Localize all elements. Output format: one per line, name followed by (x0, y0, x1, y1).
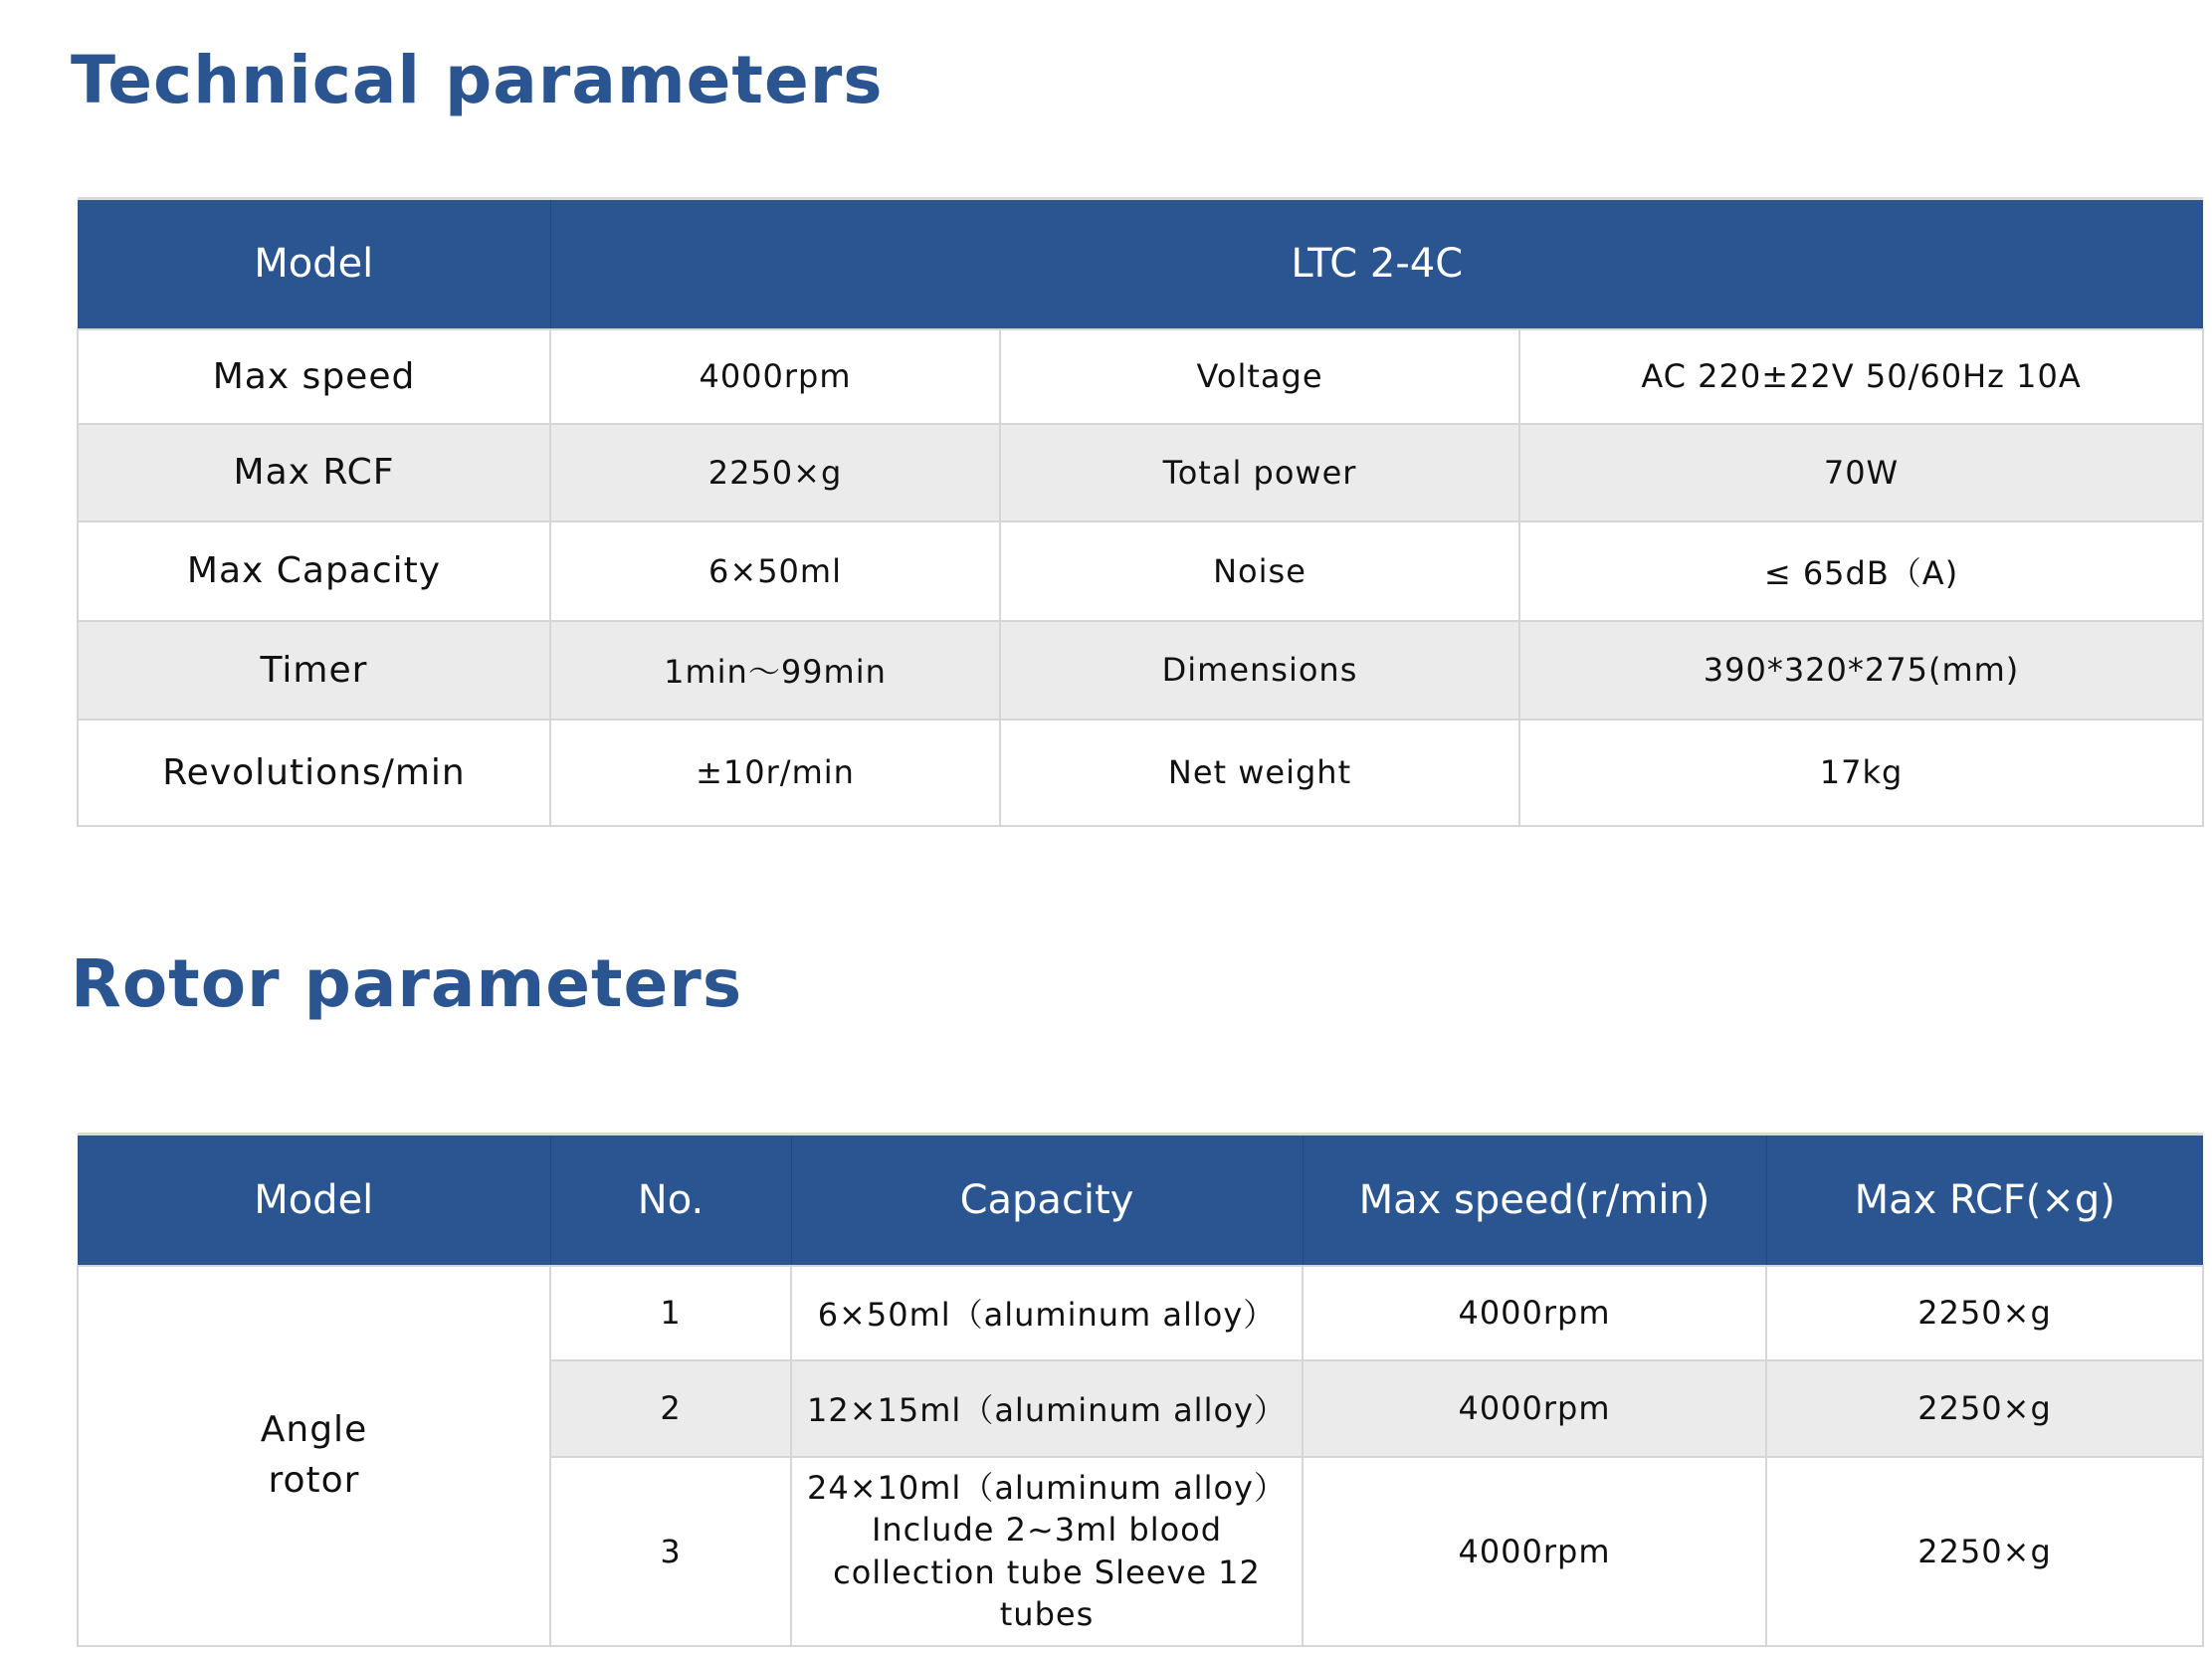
rotor-parameters-title: Rotor parameters (71, 945, 743, 1022)
technical-parameters-title: Technical parameters (71, 42, 884, 118)
table-header-row (78, 199, 2203, 329)
rotor-max-rcf: 2250×g (1766, 1266, 2203, 1360)
rotor-max-rcf: 2250×g (1766, 1360, 2203, 1457)
rotor-max-speed: 4000rpm (1303, 1360, 1766, 1457)
param-value: 4000rpm (550, 329, 1000, 424)
param-label: Noise (1000, 521, 1519, 621)
param-value: 70W (1519, 424, 2203, 521)
rotor-parameters-table (77, 1133, 2204, 1647)
param-label: Max speed (78, 329, 550, 424)
param-label: Revolutions/min (78, 720, 550, 826)
param-value: 17kg (1519, 720, 2203, 826)
param-label: Voltage (1000, 329, 1519, 424)
table-row (78, 329, 2203, 424)
rotor-no: 2 (550, 1360, 791, 1457)
rotor-capacity: 6×50ml（aluminum alloy） (791, 1266, 1303, 1360)
param-value: 1min～99min (550, 621, 1000, 720)
table-row (78, 621, 2203, 720)
rotor-max-rcf: 2250×g (1766, 1457, 2203, 1646)
rotor-max-speed: 4000rpm (1303, 1457, 1766, 1646)
param-label: Max Capacity (78, 521, 550, 621)
header-model: Model (78, 1135, 550, 1266)
rotor-capacity: 12×15ml（aluminum alloy） (791, 1360, 1303, 1457)
param-value: ±10r/min (550, 720, 1000, 826)
rotor-model-cell (78, 1266, 550, 1646)
header-max-speed: Max speed(r/min) (1303, 1135, 1766, 1266)
rotor-no: 3 (550, 1457, 791, 1646)
param-label: Total power (1000, 424, 1519, 521)
table-header-row (78, 1135, 2203, 1266)
technical-parameters-table (77, 197, 2204, 827)
param-label: Net weight (1000, 720, 1519, 826)
param-value: ≤ 65dB（A) (1519, 521, 2203, 621)
param-value: 6×50ml (550, 521, 1000, 621)
table-row (78, 720, 2203, 826)
param-label: Dimensions (1000, 621, 1519, 720)
param-label: Max RCF (78, 424, 550, 521)
rotor-capacity: 24×10ml（aluminum alloy）Include 2~3ml blood collection tube Sleeve 12 tubes (791, 1457, 1303, 1646)
param-value: 390*320*275(mm) (1519, 621, 2203, 720)
table-row (78, 424, 2203, 521)
rotor-no: 1 (550, 1266, 791, 1360)
table-row (78, 521, 2203, 621)
rotor-model-label: Angle rotor (260, 1409, 368, 1501)
table-row (78, 1266, 2203, 1360)
param-value: 2250×g (550, 424, 1000, 521)
header-capacity: Capacity (791, 1135, 1303, 1266)
param-value: AC 220±22V 50/60Hz 10A (1519, 329, 2203, 424)
header-max-rcf: Max RCF(×g) (1766, 1135, 2203, 1266)
header-model-label: Model (78, 199, 550, 329)
param-label: Timer (78, 621, 550, 720)
rotor-max-speed: 4000rpm (1303, 1266, 1766, 1360)
header-no: No. (550, 1135, 791, 1266)
header-model-value: LTC 2-4C (550, 199, 2203, 329)
